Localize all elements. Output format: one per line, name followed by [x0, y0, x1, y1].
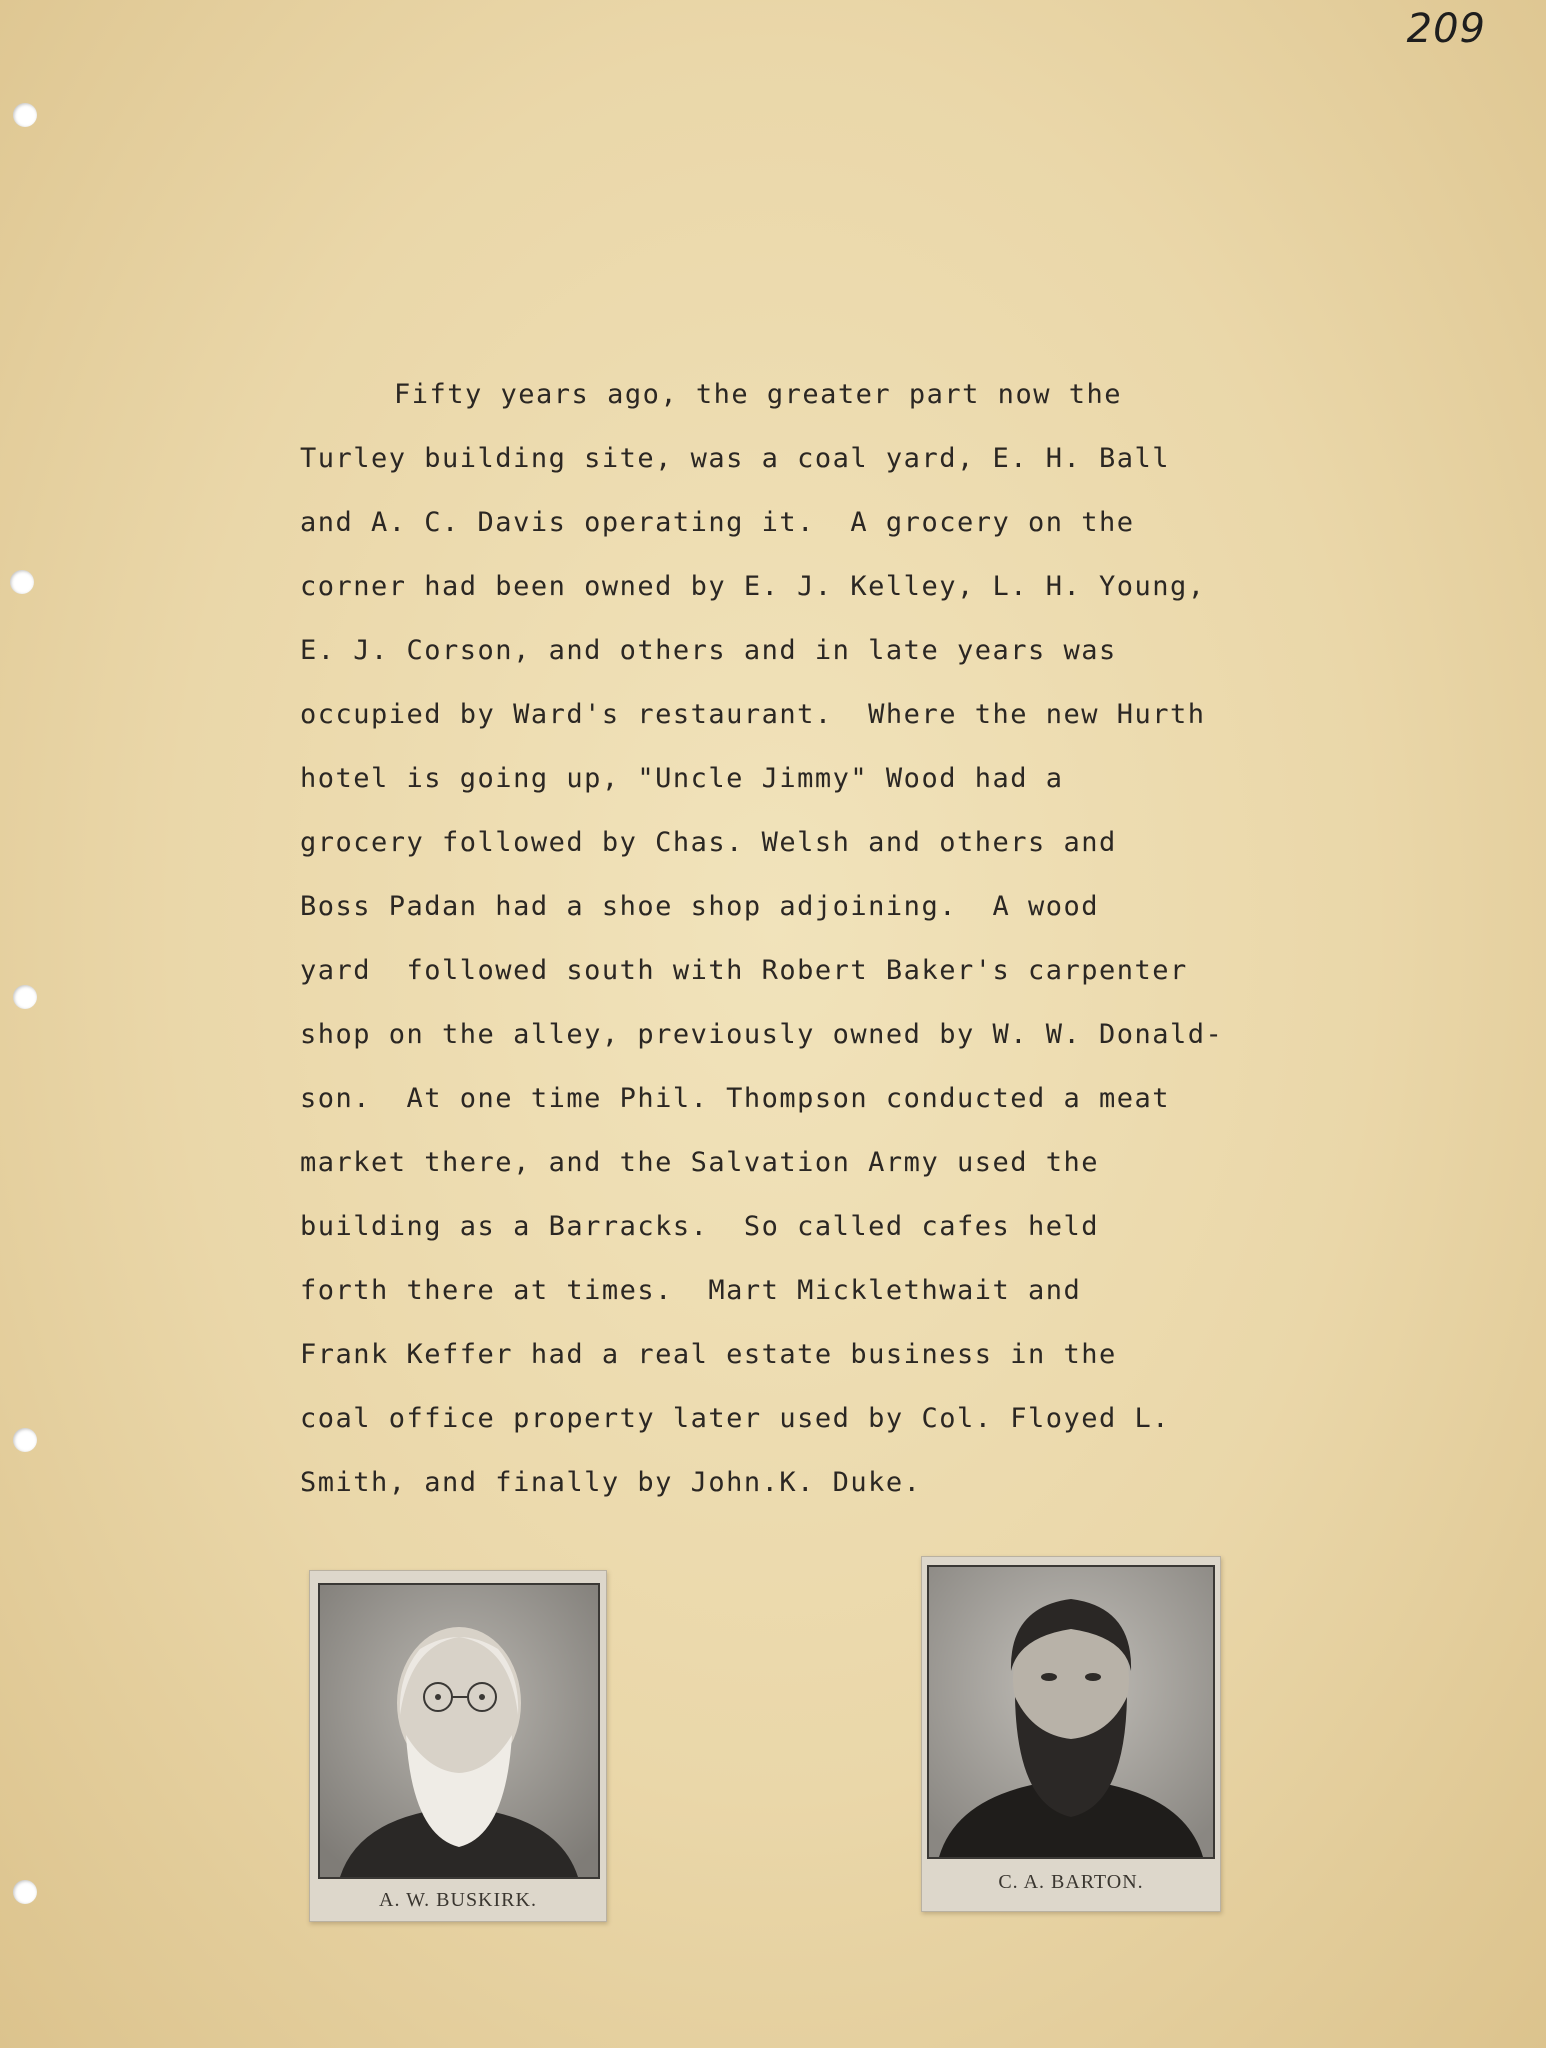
elderly-bearded-man-image	[320, 1585, 598, 1877]
text-line: occupied by Ward's restaurant. Where the new Hurth	[300, 699, 1206, 730]
text-line: Turley building site, was a coal yard, E. H. Ball	[300, 443, 1171, 474]
text-line: Boss Padan had a shoe shop adjoining. A wood	[300, 891, 1099, 922]
dark-bearded-man-image	[929, 1567, 1213, 1857]
text-line: shop on the alley, previously owned by W. W. Donald-	[300, 1019, 1224, 1050]
punch-hole	[13, 985, 37, 1009]
portrait-photo-barton	[927, 1565, 1215, 1859]
text-line: market there, and the Salvation Army used the	[300, 1147, 1099, 1178]
portrait-clipping-buskirk	[309, 1570, 607, 1922]
page-number: 209	[1406, 6, 1486, 52]
punch-hole	[10, 570, 34, 594]
text-line: coal office property later used by Col. Floyed L.	[300, 1403, 1171, 1434]
typed-article	[300, 363, 1300, 1515]
portrait-caption-buskirk: A. W. BUSKIRK.	[379, 1889, 537, 1911]
portrait-caption-barton: C. A. BARTON.	[998, 1871, 1144, 1893]
punch-hole	[13, 103, 37, 127]
portrait-clipping-barton	[921, 1556, 1221, 1912]
portrait-photo-buskirk	[318, 1583, 600, 1879]
text-line: Frank Keffer had a real estate business in the	[300, 1339, 1117, 1370]
bleed-through-text	[800, 100, 811, 151]
text-line: E. J. Corson, and others and in late years was	[300, 635, 1117, 666]
text-line: grocery followed by Chas. Welsh and others and	[300, 827, 1117, 858]
punch-hole	[13, 1428, 37, 1452]
text-line: forth there at times. Mart Micklethwait and	[300, 1275, 1082, 1306]
text-line: building as a Barracks. So called cafes held	[300, 1211, 1099, 1242]
text-line: Fifty years ago, the greater part now the	[394, 379, 1122, 410]
text-line: yard followed south with Robert Baker's carpenter	[300, 955, 1188, 986]
text-line: corner had been owned by E. J. Kelley, L. H. Young,	[300, 571, 1206, 602]
punch-hole	[13, 1880, 37, 1904]
text-line: and A. C. Davis operating it. A grocery on the	[300, 507, 1135, 538]
text-line: Smith, and finally by John.K. Duke.	[300, 1467, 922, 1498]
text-line: son. At one time Phil. Thompson conducted a meat	[300, 1083, 1171, 1114]
text-line: hotel is going up, "Uncle Jimmy" Wood had a	[300, 763, 1064, 794]
